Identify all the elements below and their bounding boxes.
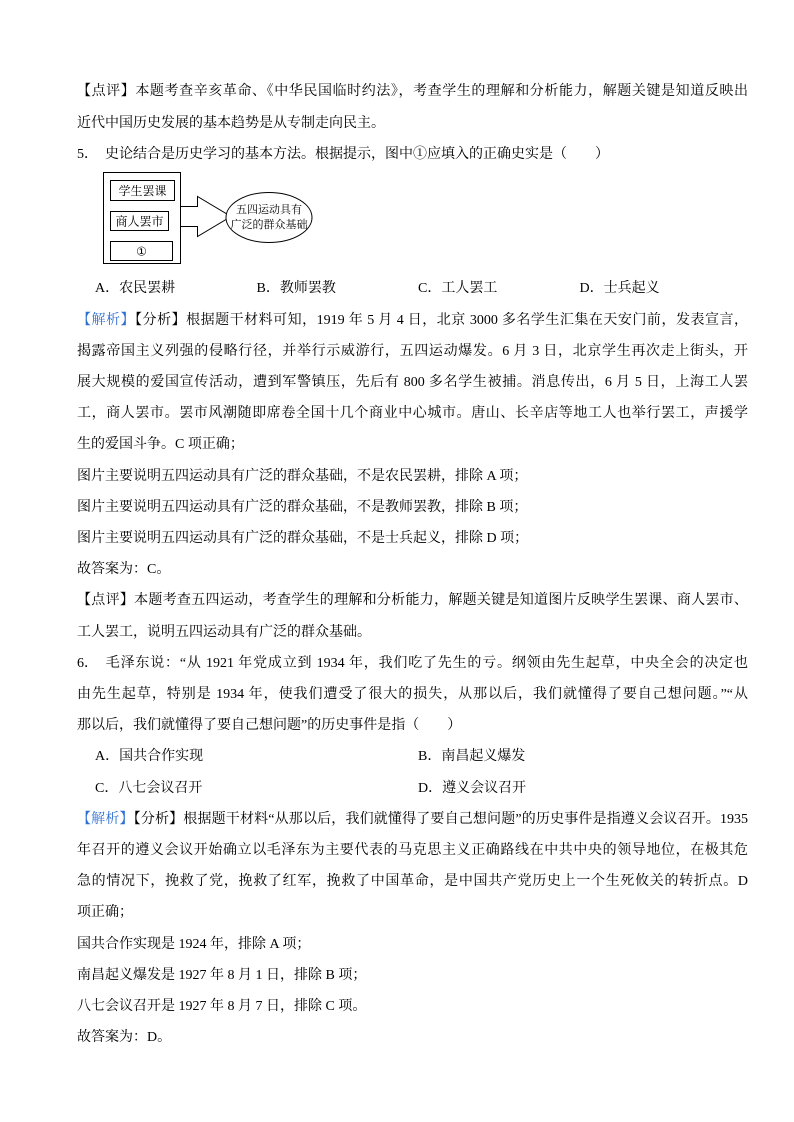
option-d: D．士兵起义 [579,281,660,297]
review-line: 近代中国历史发展的基本趋势是从专制走向民主。 [77,115,385,131]
option-list [77,273,748,304]
analysis-line: 展大规模的爱国宣传活动，遭到军警镇压，先后有 800 多名学生被捕。消息传出，6 月 5 日，上海工人罢 [77,375,748,390]
answer-line: 故答案为：C。 [77,562,171,578]
question-6 [77,648,748,1054]
cause-label: 商人罢市 [115,214,164,229]
elimination-line: 国共合作实现是 1924 年，排除 A 项； [77,936,311,952]
analysis-text: 【分析】根据题干材料可知，1919 年 5 月 4 日，北京 3000 多名学生汇集在天安门前，发表宣言， [135,312,749,328]
cause-label: 学生罢课 [118,184,167,198]
elimination-line: 八七会议召开是 1927 年 8 月 7 日，排除 C 项。 [77,999,367,1015]
analysis-line: 揭露帝国主义列强的侵略行径，并举行示威游行，五四运动爆发。6 月 3 日，北京学生再次走上街头，开 [77,343,748,359]
option-a: A．农民罢耕 [95,281,176,297]
conclusion-label: 广泛的群众基础 [230,219,308,231]
stem-text: 史论结合是历史学习的基本方法。根据提示，图中①应填入的正确史实是（ ） [105,146,609,162]
question-stem [77,648,748,679]
option-a: A．国共合作实现 [95,749,204,765]
option-b: B．教师罢教 [256,281,336,297]
analysis-text: 【分析】根据题干材料“从那以后，我们就懂得了要自己想问题”的历史事件是指遵义会议召开。1935 [133,811,749,827]
question-diagram [77,170,748,273]
cause-label-blank: ① [136,244,147,259]
elimination-line: 图片主要说明五四运动具有广泛的群众基础，不是士兵起义，排除 D 项； [77,531,529,547]
question-stem-line: 由先生起草，特别是 1934 年，使我们遭受了很大的损失，从那以后，我们就懂得了要自己想问题。”“从 [77,687,748,703]
question-number: 5． [77,146,98,162]
analysis-line: 急的情况下，挽救了党，挽救了红军，挽救了中国革命，是中国共产党历史上一个生死攸关的转折点。D [77,874,748,890]
may-fourth-diagram [77,170,317,270]
elimination-line: 南昌起义爆发是 1927 年 8 月 1 日，排除 B 项； [77,967,367,983]
review [77,585,748,647]
review-line: 【点评】本题考查五四运动，考查学生的理解和分析能力，解题关键是知道图片反映学生罢课、商人罢市、 [77,593,748,609]
review-line: 【点评】本题考查辛亥革命、《中华民国临时约法》，考查学生的理解和分析能力，解题关键是知道反映出 [77,84,748,100]
analysis-line: 年召开的遵义会议开始确立以毛泽东为主要代表的马克思主义正确路线在中共中央的领导地位，在极其危 [77,843,748,859]
analysis-tag: 【解析】 [77,312,136,328]
analysis [77,305,748,586]
option-row [77,741,748,772]
conclusion-ellipse [226,193,312,243]
elimination-line: 图片主要说明五四运动具有广泛的群众基础，不是教师罢教，排除 B 项； [77,499,528,515]
question-5 [77,139,748,648]
stem-text: 毛泽东说：“从 1921 年党成立到 1934 年，我们吃了先生的亏。纲领由先生起草，中央全会的决定也 [105,655,748,671]
analysis-tag: 【解析】 [77,811,134,827]
previous-question-review [77,76,748,138]
answer-line: 故答案为：D。 [77,1030,172,1046]
question-stem [77,139,748,170]
analysis-line: 项正确； [77,905,133,921]
review-line: 工人罢工，说明五四运动具有广泛的群众基础。 [77,624,371,640]
option-b: B．南昌起义爆发 [418,749,526,765]
option-row [77,773,748,804]
analysis-line: 工，商人罢市。罢市风潮随即席卷全国十几个商业中心城市。唐山、长辛店等地工人也举行罢工，声援学 [77,406,748,422]
analysis-line: 生的爱国斗争。C 项正确； [77,437,244,453]
option-c: C．八七会议召开 [95,780,203,796]
question-stem-line: 那以后，我们就懂得了要自己想问题”的历史事件是指（ ） [77,718,462,734]
analysis-line [77,305,748,336]
page-content [77,76,748,1053]
analysis [77,804,748,1054]
question-number: 6． [77,655,98,671]
arrow-right-icon [181,197,232,237]
analysis-line [77,804,748,835]
elimination-line: 图片主要说明五四运动具有广泛的群众基础，不是农民罢耕，排除 A 项； [77,468,528,484]
option-d: D．遵义会议召开 [418,780,527,796]
conclusion-label: 五四运动具有 [236,204,302,216]
option-c: C．工人罢工 [418,281,498,297]
